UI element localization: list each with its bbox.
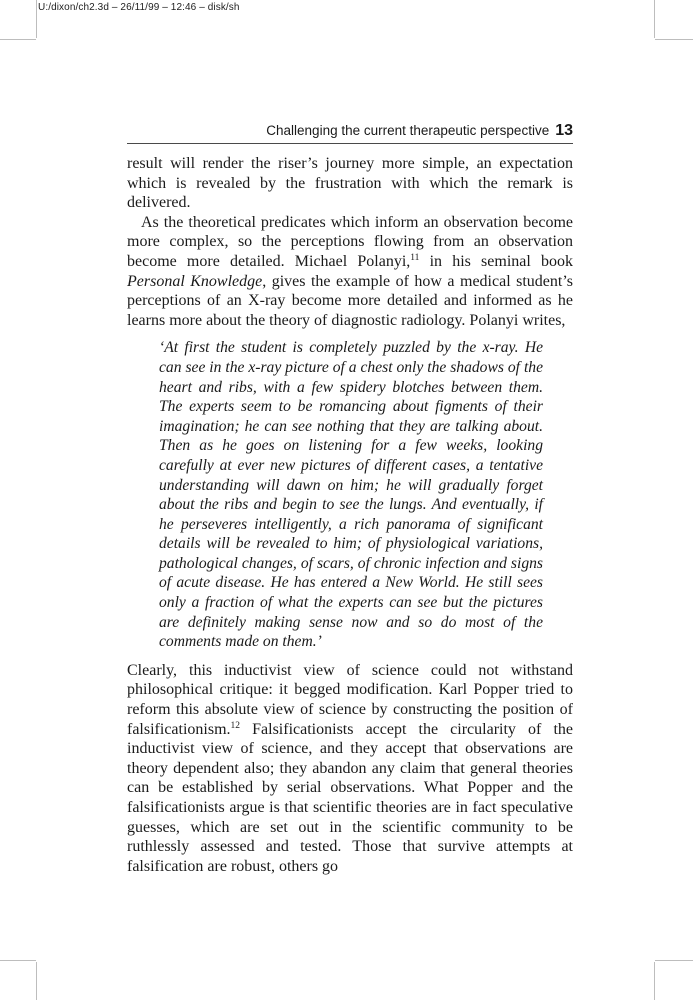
crop-mark-top-right-v — [654, 0, 655, 38]
crop-mark-top-right-h — [655, 39, 693, 40]
footnote-ref-12: 12 — [230, 720, 241, 731]
page-number: 13 — [555, 122, 573, 139]
crop-mark-bottom-left-v — [36, 962, 37, 1000]
paragraph-text: , gives the example of how a medical student’s perceptions of an X-ray become more detailed and informed as he learns more about the theory of diagnostic radiology. Polanyi writes, — [127, 272, 574, 329]
paragraph-text: Falsificationists accept the circularity of the inductivist view of science, and they accept that observations are theory dependent also; they abandon any claim that general theories can be established by serial observations. What Popper and the falsificationists argue is that scientific theories are in fact speculative guesses, which are set out in the scientific community to be ruthlessly assessed and tested. Those that survive attempts at falsification are robust, others go — [127, 720, 573, 875]
book-title: Personal Knowledge — [127, 272, 263, 290]
crop-mark-top-left-v — [36, 0, 37, 38]
crop-mark-bottom-right-v — [654, 962, 655, 1000]
paragraph-polanyi — [127, 213, 573, 331]
paragraph-popper — [127, 661, 573, 877]
block-quote: ‘At first the student is completely puzzled by the x-ray. He can see in the x-ray picture of a chest only the shadows of the heart and ribs, with a few spidery blotches between them. The experts seem to be romancing about figments of their imagination; he can see nothing that they are talking about. Then as he goes on listening for a few weeks, looking carefully at ever new pictures of different cases, a tentative understanding will dawn on him; he will gradually forget about the ribs and begin to see the lungs. And eventually, if he perseveres intelligently, a rich panorama of significant details will be revealed to him; of physiological variations, pathological changes, of scars, of chronic infection and signs of acute disease. He has entered a New World. He still sees only a fraction of what the experts can see but the pictures are definitely making sense now and so do most of the comments made on them.’ — [159, 339, 543, 651]
paragraph-text: in his seminal book — [419, 252, 573, 270]
paragraph-text: As the theoretical predicates which inform an observation become more complex, so the perceptions flowing from an observation become more detailed. Michael Polanyi, — [127, 213, 573, 270]
crop-mark-top-left-h — [0, 39, 36, 40]
file-slug: U:/dixon/ch2.3d – 26/11/99 – 12:46 – disk/sh — [38, 2, 240, 13]
crop-mark-bottom-left-h — [0, 960, 36, 961]
footnote-ref-11: 11 — [410, 252, 420, 263]
crop-mark-bottom-right-h — [655, 960, 693, 961]
paragraph-continued: result will render the riser’s journey more simple, an expectation which is revealed by the frustration with which the remark is delivered. — [127, 155, 573, 212]
body-text — [127, 154, 573, 876]
paragraph-text: Clearly, this inductivist view of science could not withstand philosophical critique: it begged modification. Karl Popper tried to reform this absolute view of science by constructing the position of falsificationism. — [127, 661, 573, 738]
running-head-title: Challenging the current therapeutic perspective — [266, 123, 550, 138]
running-head — [127, 123, 573, 144]
